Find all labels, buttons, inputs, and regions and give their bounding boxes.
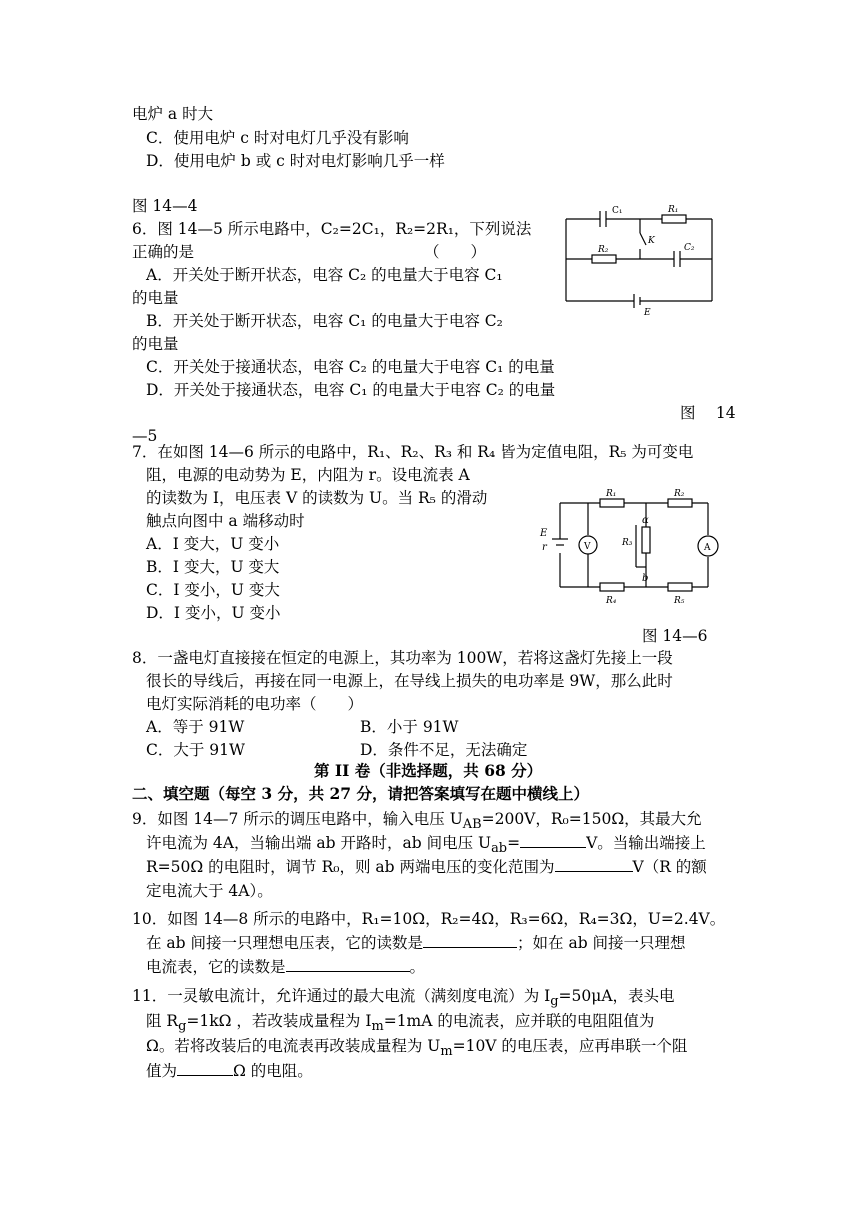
q6-option-d: D．开关处于接通状态，电容 C₁ 的电量大于电容 C₂ 的电量 xyxy=(146,381,556,399)
figure-14-5-circuit xyxy=(560,205,720,318)
q7-stem-line1: 7．在如图 14—6 所示的电路中，R₁、R₂、R₃ 和 R₄ 皆为定值电阻，R₅ 为可变电 xyxy=(132,443,694,461)
q8-stem-line1: 8．一盏电灯直接接在恒定的电源上，其功率为 100W，若将这盏灯先接上一段 xyxy=(132,649,673,667)
fig-14-5-label-k: K xyxy=(648,236,655,246)
q7-stem-line2: 阻，电源的电动势为 E，内阻为 r。设电流表 A xyxy=(146,466,470,484)
fig-14-5-label-r2: R₂ xyxy=(598,245,609,255)
q5-tail: 电炉 a 时大 xyxy=(132,105,214,123)
q10-blank-1[interactable] xyxy=(423,932,517,948)
q8-option-b: B．小于 91W xyxy=(360,718,459,736)
q9-stem-line4: 定电流大于 4A）。 xyxy=(146,882,273,900)
q5-figure-caption: 图 14—4 xyxy=(132,197,198,215)
section-2-heading: 二、填空题（每空 3 分，共 27 分，请把答案填写在题中横线上） xyxy=(132,784,589,803)
q6-stem-line2: 正确的是 xyxy=(132,243,195,261)
q7-option-a: A．I 变大，U 变小 xyxy=(146,535,280,553)
q9-stem-line3 xyxy=(146,856,707,878)
q10-blank-2[interactable] xyxy=(286,956,410,972)
q9-stem-line1: 9．如图 14—7 所示的调压电路中，输入电压 $U_{AB}=200V$，R₀=150Ω，其最大允 xyxy=(132,810,702,833)
q9-line2-text-b: V。当输出端接上 xyxy=(586,834,706,852)
q6-stem-line1: 6．图 14—5 所示电路中，C₂=2C₁，R₂=2R₁，下列说法 xyxy=(132,220,532,238)
q8-option-c: C．大于 91W xyxy=(146,741,245,759)
q8-option-a: A．等于 91W xyxy=(146,718,245,736)
fig-14-5-label-r1: R₁ xyxy=(668,205,679,215)
fig-14-6-label-r5: R₅ xyxy=(674,596,685,606)
q10-stem-line3 xyxy=(146,956,425,978)
fig-14-6-label-b: b xyxy=(642,573,649,584)
q9-line2-text-a: 许电流为 4A，当输出端 ab 开路时，ab 间电压 $U_{ab}=$ xyxy=(146,834,521,857)
q11-stem-line4 xyxy=(146,1060,313,1082)
q10-line2-text-a: 在 ab 间接一只理想电压表，它的读数是 xyxy=(146,934,424,952)
fig-14-6-label-v: V xyxy=(584,542,591,552)
q6-option-b-line2: 的电量 xyxy=(132,335,179,353)
q11-line4-text-b: Ω 的电阻。 xyxy=(233,1062,313,1080)
q6-option-b-line1: B．开关处于断开状态，电容 C₁ 的电量大于电容 C₂ xyxy=(146,312,503,330)
part-2-title: 第 II 卷（非选择题，共 68 分） xyxy=(314,761,543,780)
q7-figure-caption: 图 14—6 xyxy=(642,627,708,645)
fig-14-6-label-r3: R₃ xyxy=(622,538,633,548)
q10-stem-line1: 10．如图 14—8 所示的电路中，R₁=10Ω，R₂=4Ω，R₃=6Ω，R₄=3Ω，U=2.4V。 xyxy=(132,910,726,928)
q6-option-a-line2: 的电量 xyxy=(132,289,179,307)
fig-14-6-label-r4: R₄ xyxy=(606,596,617,606)
q11-line4-text-a: 值为 xyxy=(146,1062,178,1080)
q10-line3-text-a: 电流表，它的读数是 xyxy=(146,958,286,976)
q9-blank-2[interactable] xyxy=(555,856,633,872)
fig-14-5-label-c1: C₁ xyxy=(612,206,623,216)
q9-line3-text-a: R=50Ω 的电阻时，调节 R₀，则 ab 两端电压的变化范围为 xyxy=(146,858,555,876)
q8-option-d: D．条件不足，无法确定 xyxy=(360,741,528,759)
q6-figure-caption-b: —5 xyxy=(132,427,158,445)
fig-14-6-label-r: r xyxy=(542,542,547,553)
fig-14-6-label-e: E xyxy=(540,528,548,539)
q5-option-c: C．使用电炉 c 时对电灯几乎没有影响 xyxy=(146,129,409,147)
q10-line2-text-b: ；如在 ab 间接一只理想 xyxy=(517,934,686,952)
q6-answer-paren: （ ） xyxy=(424,243,487,261)
fig-14-6-label-r1: R₁ xyxy=(606,489,617,499)
q6-option-c: C．开关处于接通状态，电容 C₂ 的电量大于电容 C₁ 的电量 xyxy=(146,358,555,376)
q6-option-a-line1: A．开关处于断开状态，电容 C₂ 的电量大于电容 C₁ xyxy=(146,266,503,284)
q10-stem-line2 xyxy=(146,932,686,954)
fig-14-6-label-ammeter: A xyxy=(704,543,711,553)
fig-14-5-label-e: E xyxy=(644,308,651,318)
q6-figure-caption-a: 图 14 xyxy=(680,404,736,422)
q5-option-d: D．使用电炉 b 或 c 时对电灯影响几乎一样 xyxy=(146,152,445,170)
q7-option-b: B．I 变大，U 变大 xyxy=(146,558,280,576)
q7-option-d: D．I 变小，U 变小 xyxy=(146,604,281,622)
q11-stem-line3: Ω。若将改装后的电流表再改装成量程为 $U_m=10V$ 的电压表，应再串联一个阻 xyxy=(146,1037,688,1060)
q9-line3-text-b: V（R 的额 xyxy=(632,858,707,876)
q8-stem-line2: 很长的导线后，再接在同一电源上，在导线上损失的电功率是 9W，那么此时 xyxy=(146,672,673,690)
q11-blank-1[interactable] xyxy=(177,1060,233,1076)
q7-stem-line4: 触点向图中 a 端移动时 xyxy=(146,512,305,530)
fig-14-6-label-r2: R₂ xyxy=(674,489,685,499)
fig-14-6-label-alpha: α xyxy=(642,515,649,526)
figure-14-6-circuit xyxy=(538,487,723,607)
q10-line3-text-b: 。 xyxy=(409,958,426,976)
q7-option-c: C．I 变小，U 变大 xyxy=(146,581,280,599)
q11-stem-line1: 11．一灵敏电流计，允许通过的最大电流（满刻度电流）为 $I_g=50\mu A$，表头电 xyxy=(132,987,675,1010)
q9-blank-1[interactable] xyxy=(520,832,586,848)
q8-stem-line3: 电灯实际消耗的电功率（ ） xyxy=(146,695,364,713)
q11-stem-line2: 阻 $R_g=1k\Omega$ ，若改装成量程为 $I_m=1mA$ 的电流表，应并联的电阻阻值为 xyxy=(146,1012,655,1035)
q7-stem-line3: 的读数为 I，电压表 V 的读数为 U。当 R₅ 的滑动 xyxy=(146,489,488,507)
fig-14-5-label-c2: C₂ xyxy=(684,243,695,253)
